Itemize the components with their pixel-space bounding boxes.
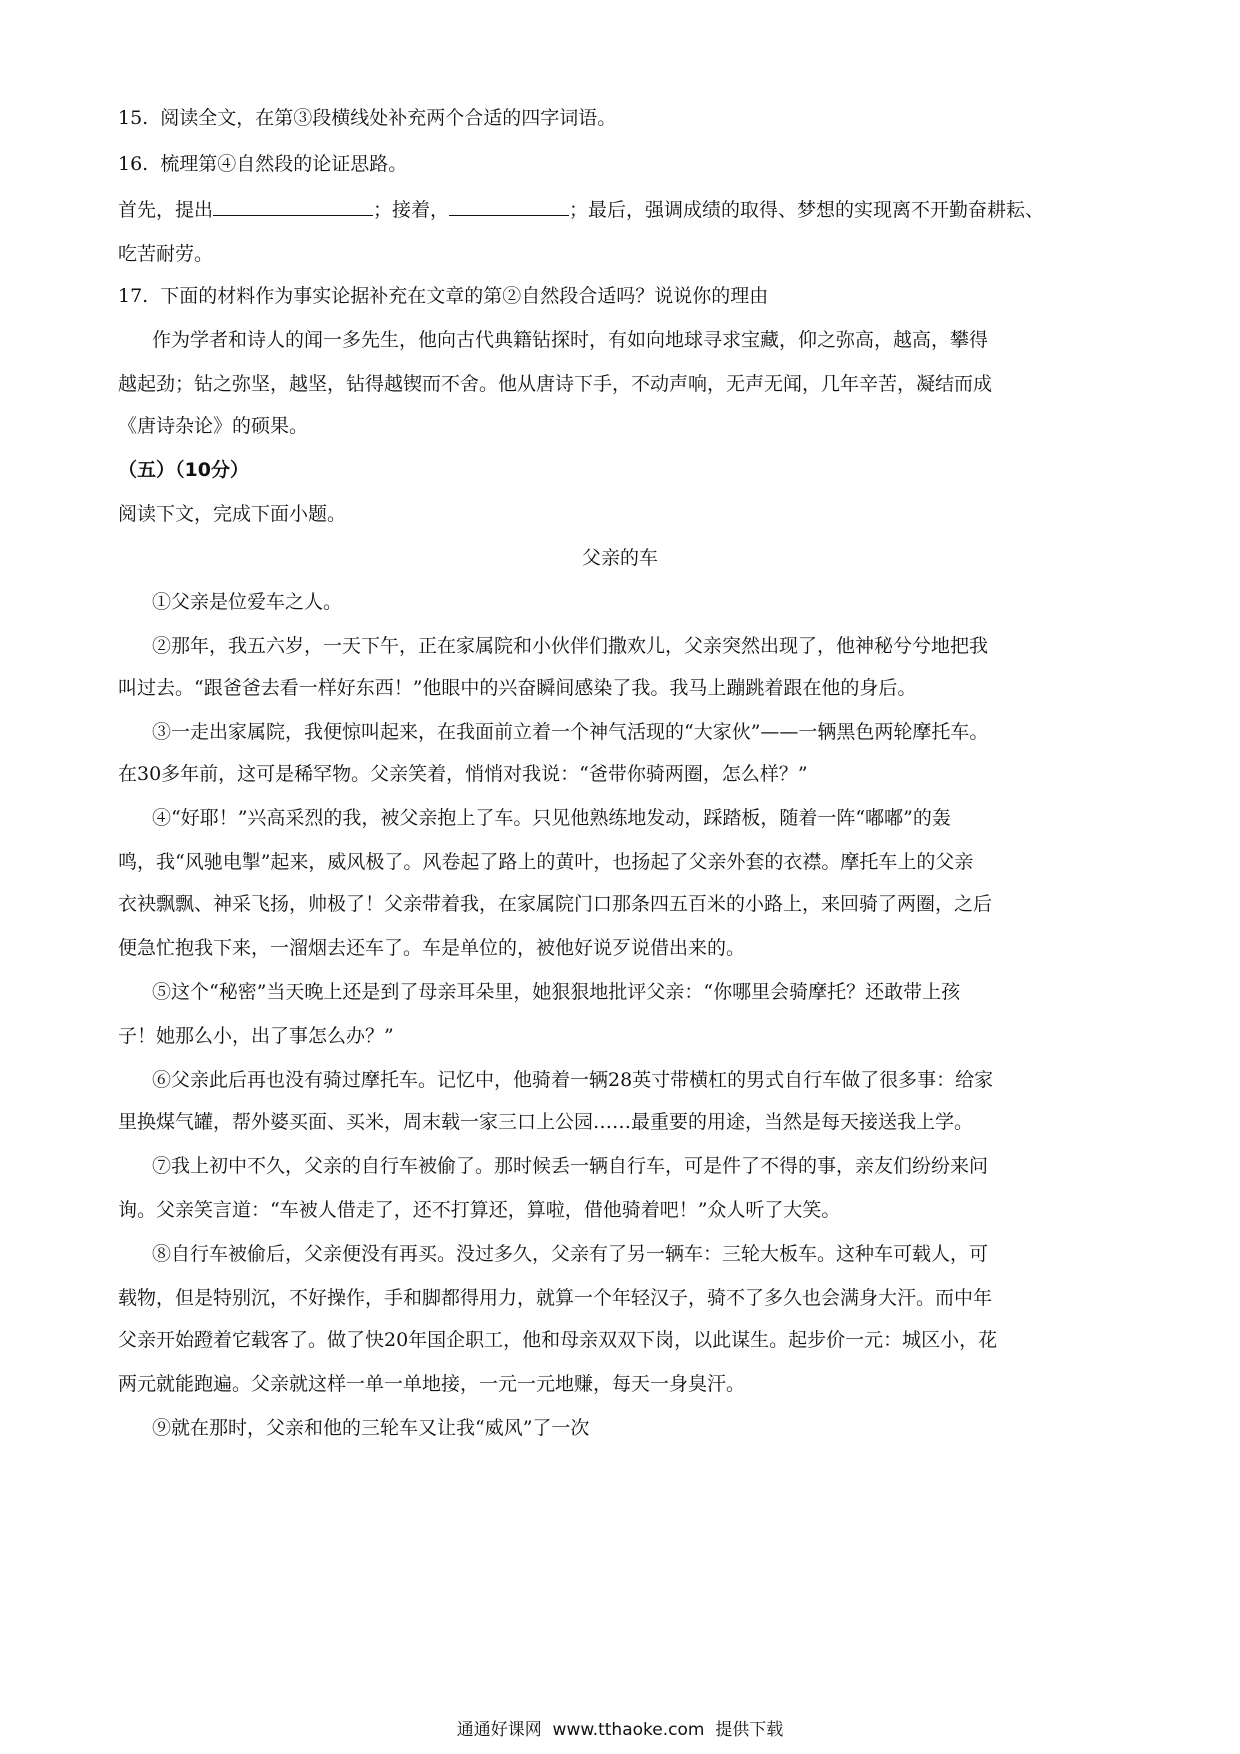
article-line: ⑦我上初中不久，父亲的自行车被偷了。那时候丢一辆自行车，可是件了不得的事，亲友们纷纷来问 xyxy=(152,1155,989,1177)
article-line: ②那年，我五六岁，一天下午，正在家属院和小伙伴们撒欢儿，父亲突然出现了，他神秘兮兮地把我 xyxy=(152,635,989,657)
section-heading: （五）（10分） xyxy=(118,459,249,481)
material-line: 作为学者和诗人的闻一多先生，他向古代典籍钻探时，有如向地球寻求宝藏，仰之弥高，越高，攀得 xyxy=(152,329,989,351)
article-title: 父亲的车 xyxy=(581,547,658,569)
article-line: 子！她那么小，出了事怎么办？” xyxy=(118,1025,394,1047)
article-line: 里换煤气罐，帮外婆买面、买米，周末载一家三口上公园……最重要的用途，当然是每天接送我上学。 xyxy=(118,1111,974,1133)
article-line: ⑧自行车被偷后，父亲便没有再买。没过多久，父亲有了另一辆车：三轮大板车。这种车可载人，可 xyxy=(152,1243,989,1265)
article-line: 询。父亲笑言道：“车被人借走了，还不打算还，算啦，借他骑着吧！”众人听了大笑。 xyxy=(118,1199,841,1221)
question-16-continuation: 吃苦耐劳。 xyxy=(118,243,214,265)
article-line: ⑤这个“秘密”当天晚上还是到了母亲耳朵里，她狠狠地批评父亲：“你哪里会骑摩托？还敢带上孩 xyxy=(152,981,961,1003)
question-16: 16. 梳理第④自然段的论证思路。 xyxy=(118,153,408,175)
article-line: ⑥父亲此后再也没有骑过摩托车。记忆中，他骑着一辆28英寸带横杠的男式自行车做了很多事：给家 xyxy=(152,1069,994,1091)
article-line: ①父亲是位爱车之人。 xyxy=(152,591,343,613)
article-line: 衣袂飘飘、神采飞扬，帅极了！父亲带着我，在家属院门口那条四五百米的小路上，来回骑了两圈，之后 xyxy=(118,893,993,915)
material-line: 越起劲；钻之弥坚，越坚，钻得越锲而不舍。他从唐诗下手，不动声响，无声无闻，几年辛苦，凝结而成 xyxy=(118,373,993,395)
article-line: ③一走出家属院，我便惊叫起来，在我面前立着一个神气活现的“大家伙”——一辆黑色两轮摩托车。 xyxy=(152,721,989,743)
answer-blank-1[interactable] xyxy=(213,197,373,216)
q16-prompt-first: 首先，提出 xyxy=(118,199,214,221)
material-line: 《唐诗杂论》的硕果。 xyxy=(118,415,309,437)
article-line: ④“好耶！”兴高采烈的我，被父亲抱上了车。只见他熟练地发动，踩踏板，随着一阵“嘟嘟”的轰 xyxy=(152,807,951,829)
q16-prompt-last: ；最后，强调成绩的取得、梦想的实现离不开勤奋耕耘、 xyxy=(569,199,1045,221)
article-line: 两元就能跑遍。父亲就这样一单一单地接，一元一元地赚，每天一身臭汗。 xyxy=(118,1373,746,1395)
article-line: 叫过去。“跟爸爸去看一样好东西！”他眼中的兴奋瞬间感染了我。我马上蹦跳着跟在他的身后。 xyxy=(118,677,917,699)
q16-prompt-next: ；接着， xyxy=(373,199,450,221)
answer-blank-2[interactable] xyxy=(449,197,569,216)
footer-text: 通通好课网 www.tthaoke.com 提供下载 xyxy=(456,1720,784,1740)
article-line: 父亲开始蹬着它载客了。做了快20年国企职工，他和母亲双双下岗，以此谋生。起步价一元：城区小，花 xyxy=(118,1329,998,1351)
article-line: 鸣，我“风驰电掣”起来，威风极了。风卷起了路上的黄叶，也扬起了父亲外套的衣襟。摩托车上的父亲 xyxy=(118,851,974,873)
article-line: 在30多年前，这可是稀罕物。父亲笑着，悄悄对我说：“爸带你骑两圈，怎么样？” xyxy=(118,763,808,785)
section-instruction: 阅读下文，完成下面小题。 xyxy=(118,503,347,525)
article-line: 载物，但是特别沉，不好操作，手和脚都得用力，就算一个年轻汉子，骑不了多久也会满身大汗。而中年 xyxy=(118,1287,993,1309)
question-15: 15. 阅读全文，在第③段横线处补充两个合适的四字词语。 xyxy=(118,107,617,129)
question-17: 17. 下面的材料作为事实论据补充在文章的第②自然段合适吗？说说你的理由 xyxy=(118,285,769,307)
article-line: 便急忙抱我下来，一溜烟去还车了。车是单位的，被他好说歹说借出来的。 xyxy=(118,937,746,959)
question-16-answer-line xyxy=(118,196,1044,224)
article-line: ⑨就在那时，父亲和他的三轮车又让我“威风”了一次 xyxy=(152,1417,590,1439)
